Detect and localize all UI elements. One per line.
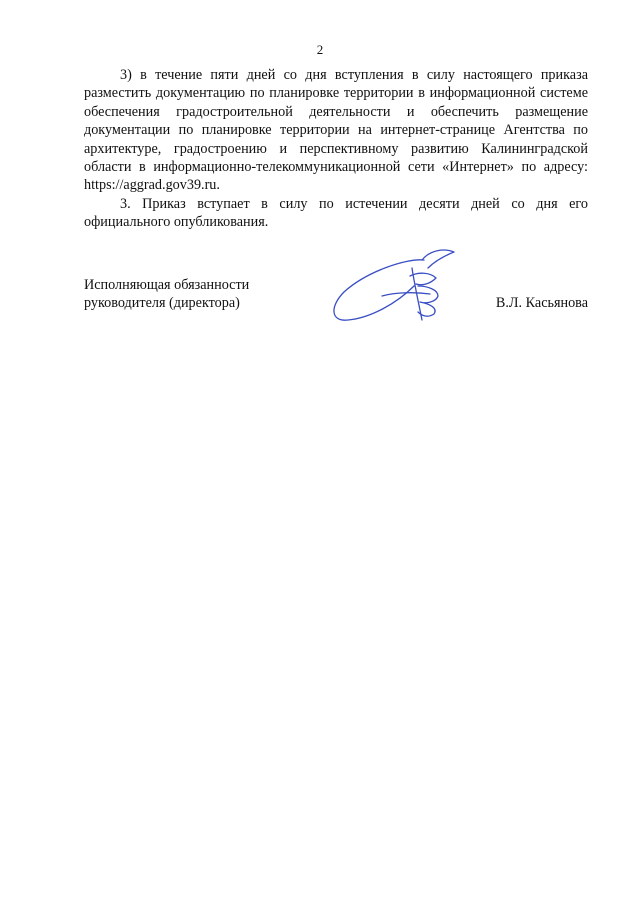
signatory-title-line-2: руководителя (директора) (84, 295, 240, 312)
document-body (84, 66, 588, 232)
paragraph-item-3-subclause: 3) в течение пяти дней со дня вступления в силу настоящего приказа разместить документацию по планировке территории в информационной системе обеспечения градостроительной деятельности и обеспечить размещение документации по планировке территории на интернет-странице Агентства по архитектуре, градостроению и перспективному развитию Калининградской области в информационно-телекоммуникационной сети «Интернет» по адресу: https://aggrad.gov39.ru. (84, 67, 588, 194)
handwritten-signature (326, 246, 466, 328)
paragraph-item-3-effective-date: 3. Приказ вступает в силу по истечении десяти дней со дня его официального опубликования. (84, 195, 588, 231)
signatory-title (84, 276, 249, 313)
signatory-title-line-1: Исполняющая обязанности (84, 277, 250, 293)
signatory-name: В.Л. Касьянова (495, 295, 588, 311)
page-number: 2 (316, 42, 324, 57)
